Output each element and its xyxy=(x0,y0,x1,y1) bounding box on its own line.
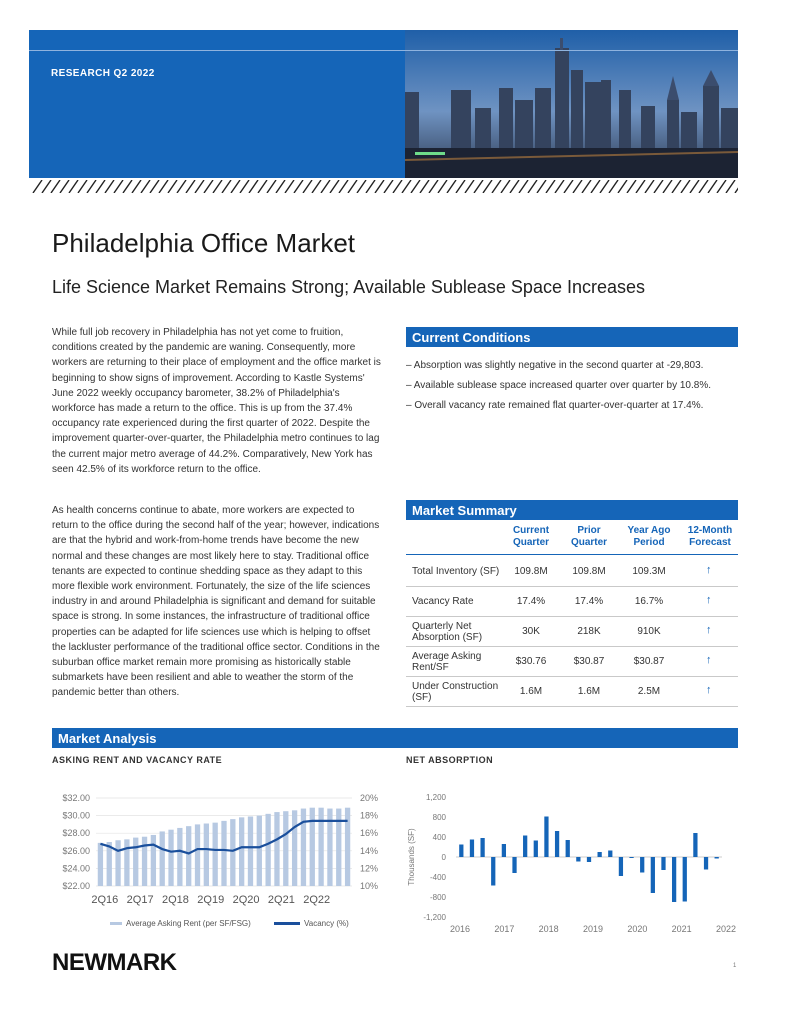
y-axis-label: Thousands (SF) xyxy=(407,828,416,886)
absorption-bar xyxy=(598,852,602,857)
cell-year-ago: $30.87 xyxy=(633,656,665,667)
rent-bar xyxy=(213,823,218,886)
cell-prior: 1.6M xyxy=(577,686,601,697)
absorption-bar xyxy=(661,857,665,870)
x-tick: 2Q20 xyxy=(232,894,260,906)
forecast-up-arrow-icon: ↑ xyxy=(706,564,712,576)
hatch-stroke xyxy=(555,180,564,193)
rent-bar xyxy=(283,811,288,886)
absorption-bar xyxy=(566,840,570,857)
net-absorption-chart xyxy=(402,785,738,945)
hatch-stroke xyxy=(672,180,681,193)
hatch-stroke xyxy=(105,180,114,193)
hatch-stroke xyxy=(114,180,123,193)
rent-bar xyxy=(168,830,173,886)
hatch-stroke xyxy=(141,180,150,193)
rent-bar xyxy=(248,816,253,886)
chart-title-rent-vacancy: ASKING RENT AND VACANCY RATE xyxy=(52,755,223,765)
row-label: Total Inventory (SF) xyxy=(412,566,500,577)
x-tick: 2Q18 xyxy=(161,894,189,906)
skyline-photo xyxy=(405,30,738,178)
market-summary-heading: Market Summary xyxy=(406,500,738,520)
y-tick: 400 xyxy=(432,833,446,842)
absorption-bar xyxy=(608,851,612,858)
hatch-stroke xyxy=(366,180,375,193)
cell-prior: 17.4% xyxy=(574,596,604,607)
hatch-stroke xyxy=(663,180,672,193)
condition-bullet: – Overall vacancy rate remained flat quarter-over-quarter at 17.4%. xyxy=(406,400,704,411)
y-tick: -400 xyxy=(429,873,446,882)
legend-swatch-rent xyxy=(110,922,122,925)
hatch-stroke xyxy=(168,180,177,193)
hatch-stroke xyxy=(69,180,78,193)
hatch-stroke xyxy=(96,180,105,193)
hatch-stroke xyxy=(312,180,321,193)
rent-bar xyxy=(310,808,315,886)
hatch-stroke xyxy=(159,180,168,193)
rent-bar xyxy=(133,838,138,886)
column-header: Current Quarter xyxy=(512,525,550,548)
hatch-stroke xyxy=(213,180,222,193)
hatch-stroke xyxy=(609,180,618,193)
hatch-stroke xyxy=(681,180,690,193)
rent-bar xyxy=(318,808,323,886)
rent-bar xyxy=(230,819,235,886)
absorption-bar xyxy=(534,841,538,858)
hatch-stroke xyxy=(78,180,87,193)
cell-year-ago: 2.5M xyxy=(637,686,661,697)
hero-banner xyxy=(29,30,405,178)
hatch-stroke xyxy=(375,180,384,193)
hatch-stroke xyxy=(285,180,294,193)
x-tick: 2016 xyxy=(449,924,471,934)
absorption-bar xyxy=(470,840,474,858)
row-label: Quarterly Net Absorption (SF) xyxy=(412,621,483,643)
hatch-stroke xyxy=(420,180,429,193)
hatch-stroke xyxy=(690,180,699,193)
hatch-stroke xyxy=(564,180,573,193)
y-tick-left: $22.00 xyxy=(62,881,90,891)
forecast-up-arrow-icon: ↑ xyxy=(706,684,712,696)
hatch-stroke xyxy=(447,180,456,193)
hatch-stroke xyxy=(627,180,636,193)
hatch-stroke xyxy=(636,180,645,193)
absorption-bar xyxy=(693,833,697,857)
row-label: Under Construction (SF) xyxy=(412,681,499,703)
hatch-stroke xyxy=(294,180,303,193)
rent-bar xyxy=(98,843,103,886)
hatch-stroke xyxy=(528,180,537,193)
cell-current: 109.8M xyxy=(514,566,548,577)
report-label: RESEARCH Q2 2022 xyxy=(51,68,155,79)
x-tick: 2021 xyxy=(671,924,692,934)
cell-prior: 218K xyxy=(577,626,601,637)
y-tick-left: $32.00 xyxy=(62,793,90,803)
body-paragraph-1: While full job recovery in Philadelphia has not yet come to fruition, conditions created by the pandemic are waning. Consequently, more workers are returning to their place of employment and the office market is beginning to show signs of improvement. According to Kastle Systems' June 2022 weekly occupancy barometer, 38.2% of Philadelphia's workforce has made a return to the office. This is up from the 37.4% occupancy rate experienced during the first quarter of 2022. Despite the improvement quarter-over-quarter, the Philadelphia metro continues to lag the current major metro average of 44.2%. Comparatively, New York has seen 42.5% of its workforce return to the office. xyxy=(52,327,381,475)
hatch-stroke xyxy=(510,180,519,193)
y-tick: -1,200 xyxy=(423,913,446,922)
legend-swatch-vacancy xyxy=(274,922,300,925)
hatch-stroke xyxy=(537,180,546,193)
body-paragraph-2: As health concerns continue to abate, more workers are expected to return to the office during the second half of the year; however, indications are that the hybrid and work-from-home trends have become the new normal and these changes are most likely here to stay. Traditional office tenants are expected to continue shedding space as they adapt to this more flexible work environment. Fortunately, the size of the life sciences industry in and around Philadelphia is significant and demand for suitable space is strong. In some instances, the infrastructure of traditional office properties can be adapted for life sciences use which is helping to offset the lackluster performance of the traditional office sector. Conditions in the suburban office market remain more promising as historically stable submarkets have been resilient and able to weather the storm of the pandemic better than others. xyxy=(52,505,380,699)
y-tick-right: 14% xyxy=(360,845,379,856)
y-tick-right: 16% xyxy=(360,828,379,839)
cell-year-ago: 910K xyxy=(637,626,661,637)
hatch-stroke xyxy=(258,180,267,193)
rent-bar xyxy=(186,826,191,886)
absorption-bar xyxy=(555,831,559,857)
hatch-stroke xyxy=(249,180,258,193)
x-tick: 2018 xyxy=(538,924,559,934)
hatch-stroke xyxy=(546,180,555,193)
rent-bar xyxy=(301,809,306,886)
hatch-stroke xyxy=(42,180,51,193)
rent-bar xyxy=(239,817,244,886)
absorption-bar xyxy=(523,836,527,858)
y-tick-left: $24.00 xyxy=(62,863,90,874)
cell-year-ago: 16.7% xyxy=(634,596,664,607)
y-tick-right: 12% xyxy=(360,863,379,874)
hatch-stroke xyxy=(177,180,186,193)
rent-bar xyxy=(265,814,270,886)
y-tick-left: $30.00 xyxy=(62,810,90,821)
column-header: 12-Month Forecast xyxy=(687,525,733,548)
hatch-stroke xyxy=(582,180,591,193)
x-tick: 2020 xyxy=(627,924,648,934)
hatch-stroke xyxy=(699,180,708,193)
table-row xyxy=(406,617,738,647)
absorption-bar xyxy=(651,857,655,893)
rent-bar xyxy=(177,828,182,886)
hatch-stroke xyxy=(33,180,42,193)
hatch-stroke xyxy=(393,180,402,193)
hatch-stroke xyxy=(321,180,330,193)
hatch-stroke xyxy=(357,180,366,193)
rent-bar xyxy=(274,812,279,886)
table-row xyxy=(406,587,738,617)
absorption-bar xyxy=(683,857,687,902)
absorption-bar xyxy=(512,857,516,873)
x-tick: 2017 xyxy=(494,924,515,934)
absorption-bar xyxy=(640,857,644,873)
hatch-stroke xyxy=(240,180,249,193)
hatch-stroke xyxy=(726,180,735,193)
hatch-stroke xyxy=(600,180,609,193)
hatch-stroke xyxy=(384,180,393,193)
x-tick: 2019 xyxy=(582,924,604,934)
absorption-bar xyxy=(587,857,591,862)
rent-bar xyxy=(115,840,120,886)
legend-label-vacancy: Vacancy (%) xyxy=(304,919,349,928)
cell-prior: 109.8M xyxy=(572,566,606,577)
hatch-stroke xyxy=(591,180,600,193)
absorption-bar xyxy=(544,817,548,858)
hatch-stroke xyxy=(150,180,159,193)
legend-label-rent: Average Asking Rent (per SF/FSG) xyxy=(126,919,251,928)
rent-bar xyxy=(151,835,156,886)
rent-bar xyxy=(142,837,147,886)
absorption-bar xyxy=(502,844,506,857)
x-tick: 2Q22 xyxy=(303,894,331,906)
hatch-stroke xyxy=(645,180,654,193)
condition-bullet: – Absorption was slightly negative in the second quarter at -29,803. xyxy=(406,360,704,371)
rent-bar xyxy=(195,824,200,886)
hatch-stroke xyxy=(186,180,195,193)
absorption-bar xyxy=(576,857,580,862)
absorption-bar xyxy=(459,845,463,858)
cell-current: $30.76 xyxy=(515,656,547,667)
column-header: Prior Quarter xyxy=(570,525,608,548)
hatch-stroke xyxy=(474,180,483,193)
hatch-stroke xyxy=(438,180,447,193)
chart-title-net-absorption: NET ABSORPTION xyxy=(406,755,494,765)
hatch-stroke xyxy=(456,180,465,193)
table-row xyxy=(406,677,738,707)
rent-bar xyxy=(107,842,112,886)
rent-bar xyxy=(124,839,129,886)
y-tick-right: 18% xyxy=(360,810,379,821)
hatch-stroke xyxy=(429,180,438,193)
hatch-stroke xyxy=(618,180,627,193)
newmark-logo: NEWMARK xyxy=(52,949,177,976)
hatch-divider xyxy=(29,180,738,193)
rent-bar xyxy=(160,831,165,886)
page-title: Philadelphia Office Market xyxy=(52,228,356,258)
y-tick: 800 xyxy=(432,813,446,822)
hatch-stroke xyxy=(402,180,411,193)
hatch-stroke xyxy=(492,180,501,193)
x-tick: 2Q17 xyxy=(126,894,154,906)
y-tick: 1,200 xyxy=(425,793,446,802)
hatch-stroke xyxy=(465,180,474,193)
hatch-stroke xyxy=(330,180,339,193)
market-analysis-heading: Market Analysis xyxy=(52,728,738,748)
hatch-stroke xyxy=(123,180,132,193)
hatch-stroke xyxy=(231,180,240,193)
page-subtitle: Life Science Market Remains Strong; Available Sublease Space Increases xyxy=(52,277,645,297)
cell-current: 1.6M xyxy=(519,686,543,697)
forecast-up-arrow-icon: ↑ xyxy=(706,654,712,666)
hatch-stroke xyxy=(303,180,312,193)
absorption-bar xyxy=(619,857,623,876)
row-label: Average Asking Rent/SF xyxy=(412,651,482,673)
hatch-stroke xyxy=(204,180,213,193)
rent-bar xyxy=(221,821,226,886)
rent-bar xyxy=(345,808,350,886)
hatch-stroke xyxy=(276,180,285,193)
cell-prior: $30.87 xyxy=(573,656,605,667)
absorption-bar xyxy=(715,857,719,859)
cell-year-ago: 109.3M xyxy=(632,566,666,577)
y-tick-right: 20% xyxy=(360,793,379,803)
absorption-bar xyxy=(672,857,676,902)
absorption-bar xyxy=(480,838,484,857)
table-header-rule xyxy=(406,554,738,555)
table-row xyxy=(406,647,738,677)
rent-bar xyxy=(204,824,209,886)
hatch-stroke xyxy=(222,180,231,193)
rent-bar xyxy=(292,810,297,886)
page-number: 1 xyxy=(733,963,737,969)
x-tick: 2Q21 xyxy=(267,894,295,906)
y-tick: 0 xyxy=(441,853,446,862)
hatch-stroke xyxy=(519,180,528,193)
forecast-up-arrow-icon: ↑ xyxy=(706,594,712,606)
column-header: Year Ago Period xyxy=(627,525,671,548)
x-tick: 2022 xyxy=(715,924,737,934)
x-tick: 2Q19 xyxy=(197,894,225,906)
cell-current: 30K xyxy=(522,626,540,637)
hatch-stroke xyxy=(348,180,357,193)
hatch-stroke xyxy=(51,180,60,193)
rent-bar xyxy=(257,816,262,886)
hatch-stroke xyxy=(87,180,96,193)
y-tick: -800 xyxy=(429,893,446,902)
hatch-stroke xyxy=(708,180,717,193)
current-conditions-heading: Current Conditions xyxy=(406,327,738,347)
hatch-stroke xyxy=(60,180,69,193)
hatch-stroke xyxy=(195,180,204,193)
hero-rule xyxy=(29,50,738,51)
y-tick-left: $28.00 xyxy=(62,828,90,839)
row-label: Vacancy Rate xyxy=(412,596,474,607)
hatch-stroke xyxy=(654,180,663,193)
x-tick: 2Q16 xyxy=(91,894,119,906)
condition-bullet: – Available sublease space increased quarter over quarter by 10.8%. xyxy=(406,380,712,391)
hatch-stroke xyxy=(717,180,726,193)
hatch-stroke xyxy=(735,180,738,193)
rent-vacancy-chart xyxy=(52,780,392,940)
y-tick-right: 10% xyxy=(360,881,379,891)
hatch-stroke xyxy=(411,180,420,193)
cell-current: 17.4% xyxy=(516,596,546,607)
hatch-stroke xyxy=(339,180,348,193)
absorption-bar xyxy=(704,857,708,870)
hatch-stroke xyxy=(132,180,141,193)
absorption-bar xyxy=(629,857,633,858)
hatch-stroke xyxy=(501,180,510,193)
absorption-bar xyxy=(491,857,495,886)
hatch-stroke xyxy=(267,180,276,193)
hatch-stroke xyxy=(483,180,492,193)
y-tick-left: $26.00 xyxy=(62,845,90,856)
hatch-stroke xyxy=(573,180,582,193)
table-row xyxy=(406,557,738,587)
forecast-up-arrow-icon: ↑ xyxy=(706,624,712,636)
